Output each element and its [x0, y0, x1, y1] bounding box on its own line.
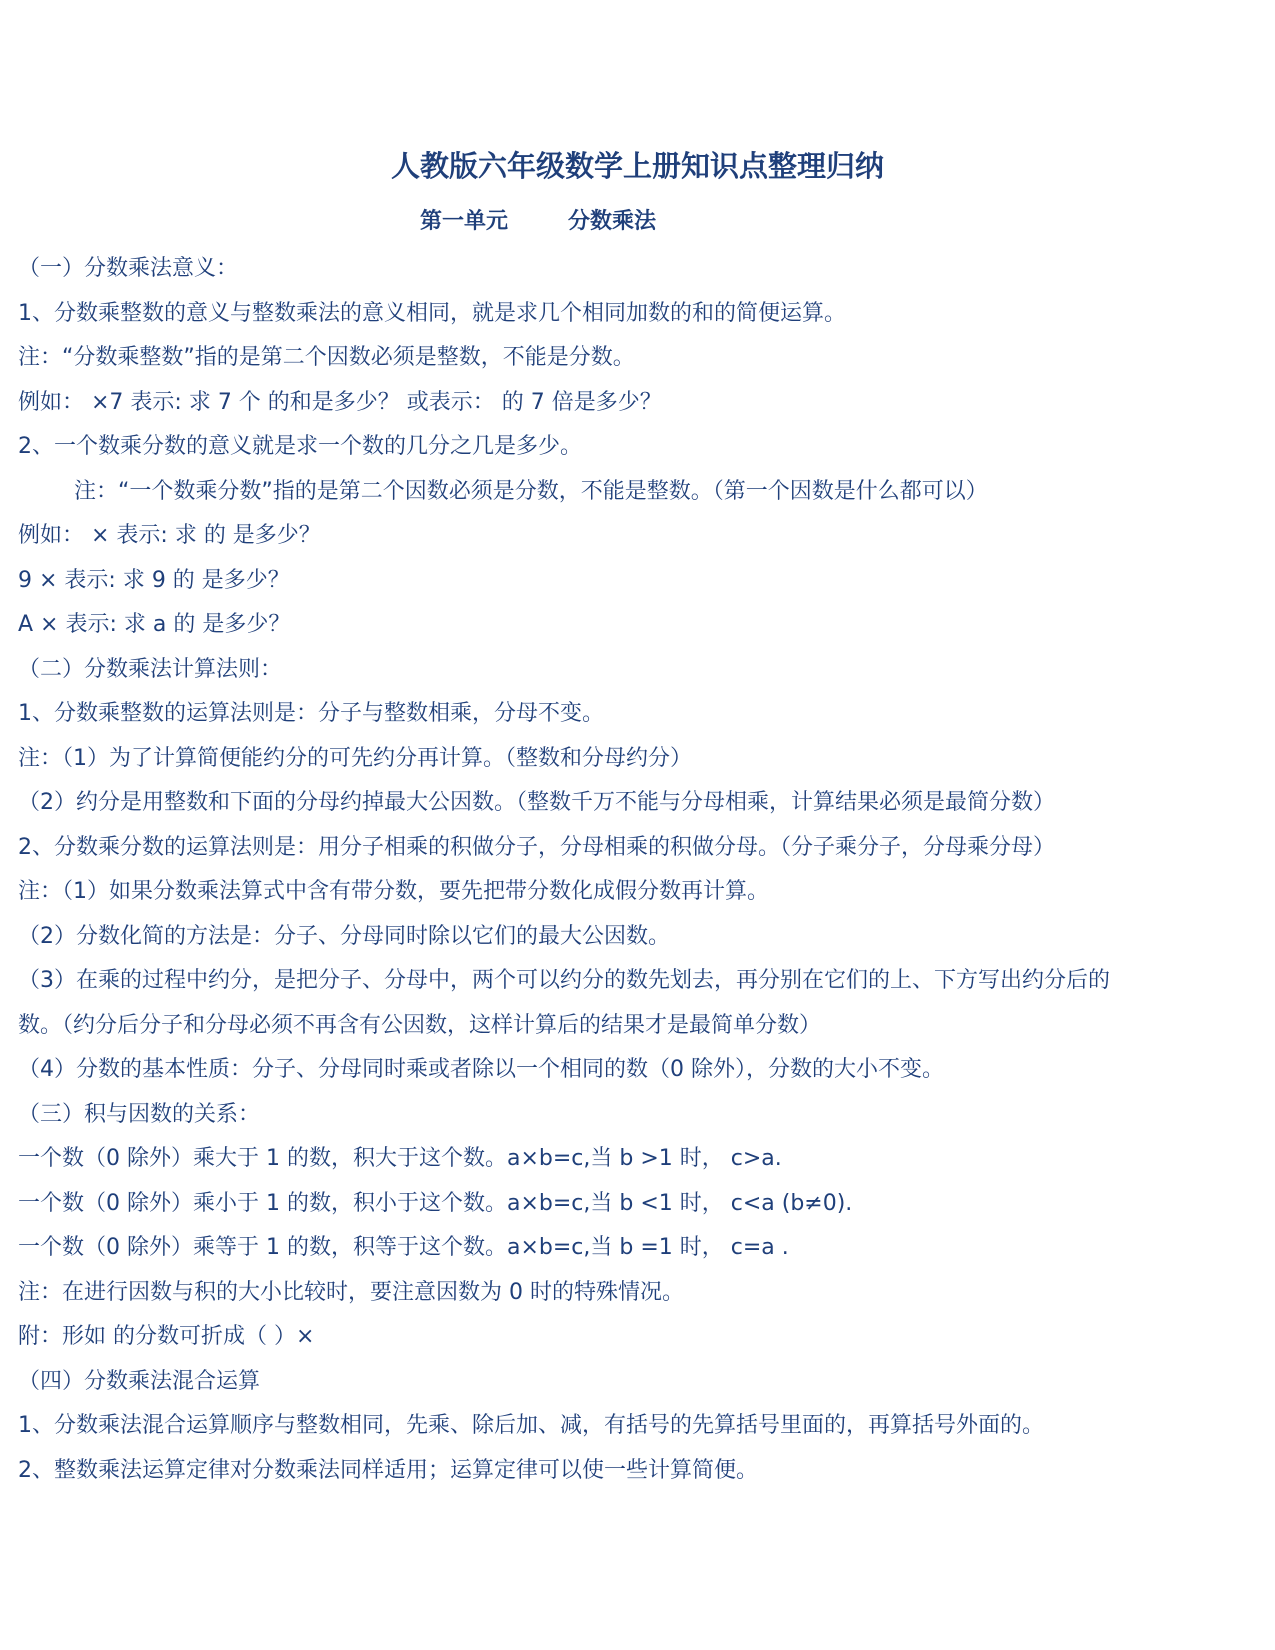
text-line: 2、一个数乘分数的意义就是求一个数的几分之几是多少。	[18, 434, 582, 459]
document-body	[18, 247, 1258, 1493]
note-line: （3）在乘的过程中约分，是把分子、分母中，两个可以约分的数先划去，再分别在它们的上、下方写出约分后的	[18, 968, 1111, 993]
example-line: 例如： ×7 表示: 求 7 个 的和是多少？ 或表示： 的 7 倍是多少？	[18, 389, 662, 415]
note-line-continued: 数。（约分后分子和分母必须不再含有公因数，这样计算后的结果才是最简单分数）	[18, 1012, 822, 1038]
text-line: 1、分数乘整数的运算法则是：分子与整数相乘，分母不变。	[18, 701, 604, 726]
note-line: 注：（1）如果分数乘法算式中含有带分数，要先把带分数化成假分数再计算。	[18, 879, 769, 904]
unit-heading	[420, 205, 656, 239]
note-line: 注：在进行因数与积的大小比较时，要注意因数为 0 时的特殊情况。	[18, 1279, 684, 1305]
example-line: 例如： × 表示: 求 的 是多少？	[18, 523, 321, 548]
text-line: 2、整数乘法运算定律对分数乘法同样适用；运算定律可以使一些计算简便。	[18, 1457, 758, 1483]
text-line: 1、分数乘法混合运算顺序与整数相同，先乘、除后加、减，有括号的先算括号里面的，再算括号外面的。	[18, 1413, 1045, 1438]
note-line: （4）分数的基本性质：分子、分母同时乘或者除以一个相同的数（0 除外），分数的大小不变。	[18, 1057, 944, 1082]
text-line: 2、分数乘分数的运算法则是：用分子相乘的积做分子，分母相乘的积做分母。（分子乘分子，分母乘分母）	[18, 834, 1056, 860]
appendix-line: 附：形如 的分数可折成（ ）×	[18, 1324, 315, 1349]
unit-name: 分数乘法	[568, 209, 657, 234]
unit-number: 第一单元	[420, 209, 509, 234]
text-line: 一个数（0 除外）乘大于 1 的数，积大于这个数。a×b=c,当 b >1 时， c>a.	[18, 1146, 782, 1171]
example-line: A × 表示: 求 a 的 是多少？	[18, 612, 291, 637]
text-line: 1、分数乘整数的意义与整数乘法的意义相同，就是求几个相同加数的和的简便运算。	[18, 300, 846, 326]
note-line: （2）分数化简的方法是：分子、分母同时除以它们的最大公因数。	[18, 923, 670, 949]
section-heading-4: （四）分数乘法混合运算	[18, 1368, 261, 1394]
section-heading-2: （二）分数乘法计算法则：	[18, 656, 283, 682]
text-line: 一个数（0 除外）乘小于 1 的数，积小于这个数。a×b=c,当 b <1 时， c<a (b≠0).	[18, 1190, 853, 1216]
note-line: 注：“一个数乘分数”指的是第二个因数必须是分数，不能是整数。（第一个因数是什么都可以）	[74, 478, 988, 504]
section-heading-3: （三）积与因数的关系：	[18, 1101, 261, 1127]
note-line: 注：（1）为了计算简便能约分的可先约分再计算。（整数和分母约分）	[18, 745, 692, 771]
note-line: （2）约分是用整数和下面的分母约掉最大公因数。（整数千万不能与分母相乘，计算结果必须是最简分数）	[18, 790, 1056, 815]
text-line: 一个数（0 除外）乘等于 1 的数，积等于这个数。a×b=c,当 b =1 时， c=a .	[18, 1235, 789, 1260]
example-line: 9 × 表示: 求 9 的 是多少？	[18, 567, 290, 593]
document-title: 人教版六年级数学上册知识点整理归纳	[390, 149, 884, 183]
note-line: 注：“分数乘整数”指的是第二个因数必须是整数，不能是分数。	[18, 345, 635, 370]
section-heading-1: （一）分数乘法意义：	[18, 256, 239, 281]
